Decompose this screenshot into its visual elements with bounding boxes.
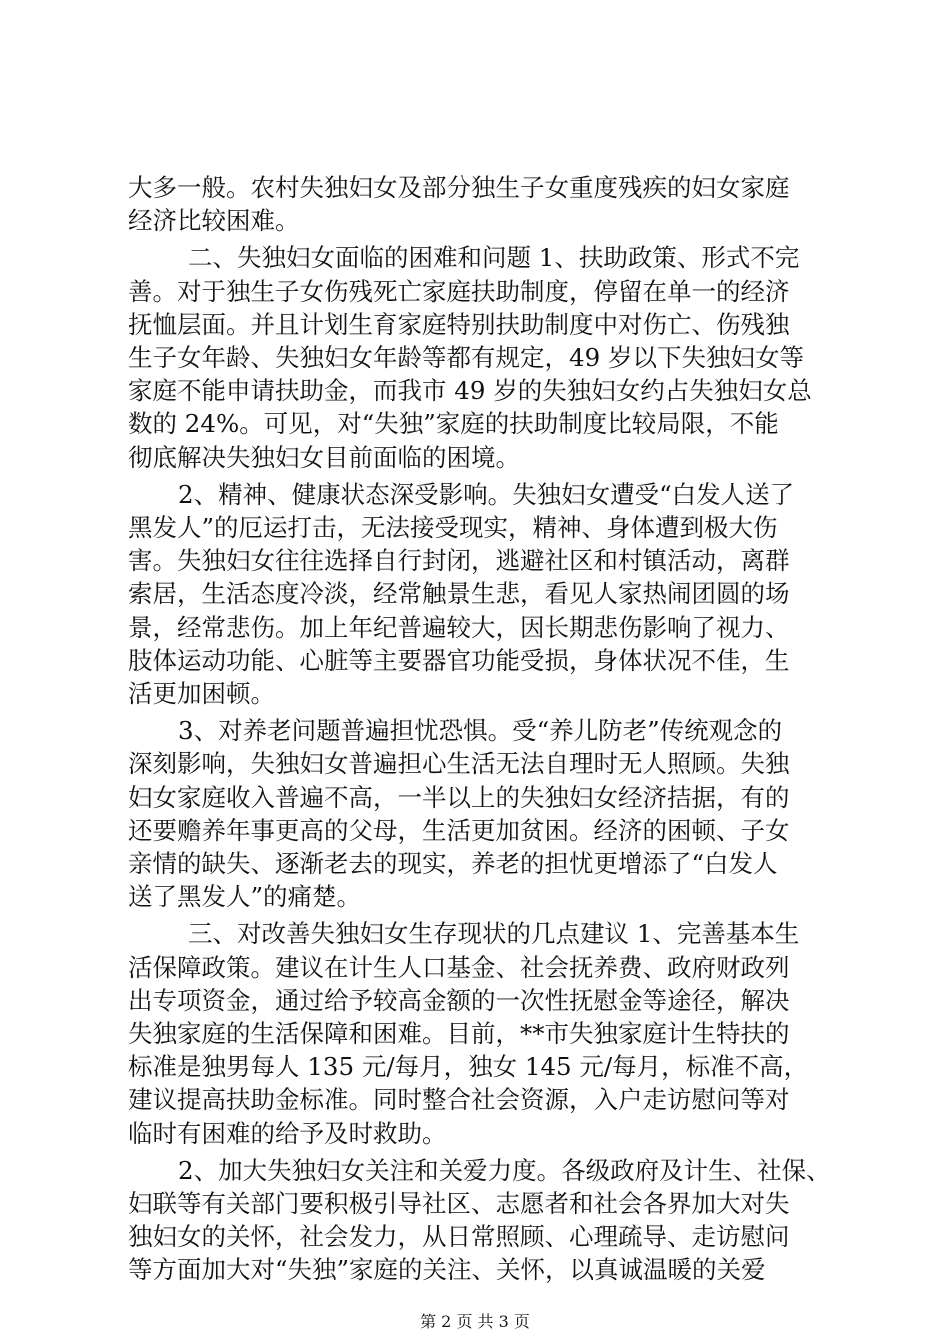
paragraph-start-line: 2、精神、健康状态深受影响。失独妇女遭受“白发人送了 (178, 480, 795, 509)
text-line: 标准是独男每人 135 元/每月，独女 145 元/每月，标准不高， (128, 1052, 809, 1081)
text-line: 善。对于独生子女伤残死亡家庭扶助制度，停留在单一的经济 (128, 277, 790, 306)
text-line: 害。失独妇女往往选择自行封闭，逃避社区和村镇活动，离群 (128, 546, 790, 575)
text-line: 妇女家庭收入普遍不高，一半以上的失独妇女经济拮据，有的 (128, 783, 790, 812)
text-line: 家庭不能申请扶助金，而我市 49 岁的失独妇女约占失独妇女总 (128, 376, 812, 405)
text-line: 数的 24%。可见，对“失独”家庭的扶助制度比较局限，不能 (128, 409, 779, 438)
text-line: 失独家庭的生活保障和困难。目前，**市失独家庭计生特扶的 (128, 1019, 790, 1048)
text-line: 黑发人”的厄运打击，无法接受现实，精神、身体遭到极大伤 (128, 513, 778, 542)
text-line: 经济比较困难。 (128, 206, 300, 235)
text-line: 彻底解决失独妇女目前面临的困境。 (128, 443, 520, 472)
text-line: 肢体运动功能、心脏等主要器官功能受损，身体状况不佳，生 (128, 646, 790, 675)
text-line: 送了黑发人”的痛楚。 (128, 882, 362, 911)
text-line: 建议提高扶助金标准。同时整合社会资源，入户走访慰问等对 (128, 1085, 790, 1114)
text-line: 景，经常悲伤。加上年纪普遍较大，因长期悲伤影响了视力、 (128, 613, 790, 642)
text-line: 还要赡养年事更高的父母，生活更加贫困。经济的困顿、子女 (128, 816, 790, 845)
section-heading-line: 三、对改善失独妇女生存现状的几点建议 1、完善基本生 (188, 919, 800, 948)
text-line: 出专项资金，通过给予较高金额的一次性抚慰金等途径，解决 (128, 986, 790, 1015)
paragraph-start-line: 3、对养老问题普遍担忧恐惧。受“养儿防老”传统观念的 (178, 716, 783, 745)
text-line: 索居，生活态度冷淡，经常触景生悲，看见人家热闹团圆的场 (128, 579, 790, 608)
text-line: 临时有困难的给予及时救助。 (128, 1119, 447, 1148)
text-line: 活更加困顿。 (128, 679, 275, 708)
text-line: 独妇女的关怀，社会发力，从日常照顾、心理疏导、走访慰问 (128, 1222, 790, 1251)
text-line: 生子女年龄、失独妇女年龄等都有规定，49 岁以下失独妇女等 (128, 343, 804, 372)
text-line: 妇联等有关部门要积极引导社区、志愿者和社会各界加大对失 (128, 1189, 790, 1218)
section-heading-line: 二、失独妇女面临的困难和问题 1、扶助政策、形式不完 (188, 243, 800, 272)
page-number-footer: 第 2 页 共 3 页 (420, 1312, 530, 1331)
text-line: 亲情的缺失、逐渐老去的现实，养老的担忧更增添了“白发人 (128, 849, 778, 878)
text-line: 深刻影响，失独妇女普遍担心生活无法自理时无人照顾。失独 (128, 749, 790, 778)
text-line: 活保障政策。建议在计生人口基金、社会抚养费、政府财政列 (128, 953, 790, 982)
text-line: 抚恤层面。并且计划生育家庭特别扶助制度中对伤亡、伤残独 (128, 310, 790, 339)
paragraph-start-line: 2、加大失独妇女关注和关爱力度。各级政府及计生、社保、 (178, 1156, 831, 1185)
text-line: 等方面加大对“失独”家庭的关注、关怀，以真诚温暖的关爱 (128, 1255, 766, 1284)
text-line: 大多一般。农村失独妇女及部分独生子女重度残疾的妇女家庭 (128, 173, 790, 202)
